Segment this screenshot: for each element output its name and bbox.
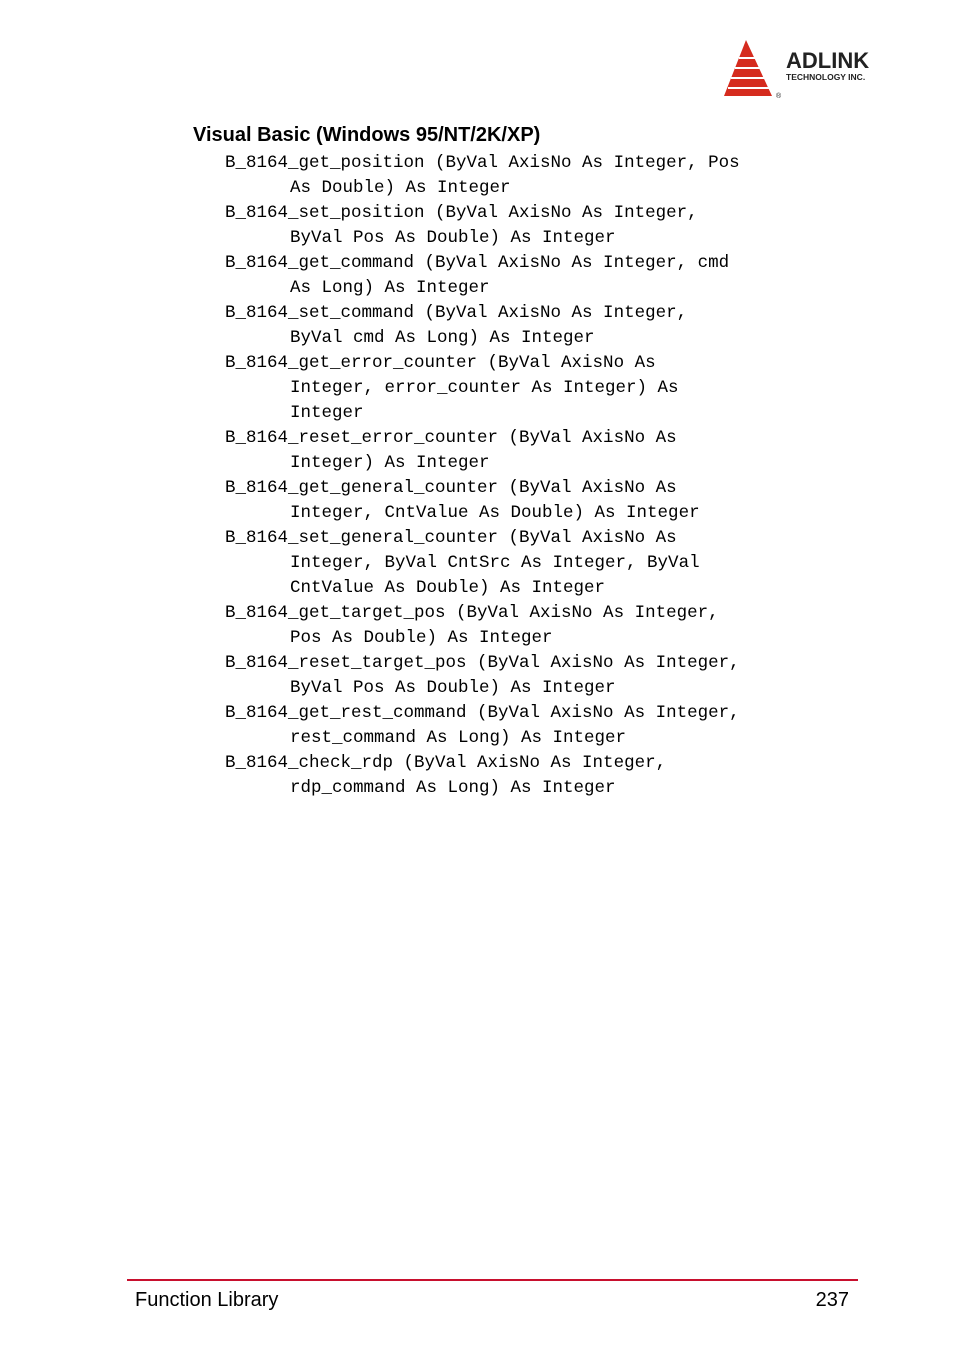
- function-signature-line: B_8164_set_command (ByVal AxisNo As Integer,: [225, 303, 688, 323]
- adlink-logo: [722, 38, 912, 100]
- function-declaration: [225, 426, 845, 476]
- function-signature-line: B_8164_check_rdp (ByVal AxisNo As Integer,: [225, 753, 667, 773]
- function-declaration: [225, 151, 845, 201]
- function-continuation-line: rdp_command As Long) As Integer: [290, 778, 616, 798]
- logo-triangle-icon: [724, 40, 772, 96]
- logo-registered-mark: ®: [776, 93, 782, 100]
- function-signature-line: B_8164_get_error_counter (ByVal AxisNo As: [225, 353, 656, 373]
- function-continuation-line: rest_command As Long) As Integer: [290, 728, 627, 748]
- function-signature-line: B_8164_set_position (ByVal AxisNo As Integer,: [225, 203, 698, 223]
- function-continuation-line: Integer: [290, 403, 364, 423]
- function-continuation-line: Integer) As Integer: [290, 453, 490, 473]
- footer-section-title: Function Library: [135, 1289, 279, 1311]
- function-declaration: [225, 651, 845, 701]
- function-declaration: [225, 351, 845, 426]
- function-signature-line: B_8164_get_rest_command (ByVal AxisNo As Integer,: [225, 703, 740, 723]
- logo-tagline-text: TECHNOLOGY INC.: [786, 72, 866, 82]
- function-signature-line: B_8164_reset_error_counter (ByVal AxisNo As: [225, 428, 677, 448]
- function-signature-line: B_8164_reset_target_pos (ByVal AxisNo As Integer,: [225, 653, 740, 673]
- function-declaration: [225, 701, 845, 751]
- function-signature-line: B_8164_get_command (ByVal AxisNo As Integer, cmd: [225, 253, 730, 273]
- function-signature-line: B_8164_set_general_counter (ByVal AxisNo As: [225, 528, 677, 548]
- function-signature-line: B_8164_get_position (ByVal AxisNo As Integer, Pos: [225, 153, 740, 173]
- function-signature-line: B_8164_get_general_counter (ByVal AxisNo As: [225, 478, 677, 498]
- section-heading: Visual Basic (Windows 95/NT/2K/XP): [193, 124, 541, 146]
- footer-divider: [127, 1279, 858, 1281]
- function-declaration: [225, 251, 845, 301]
- function-continuation-line: Integer, error_counter As Integer) As: [290, 378, 679, 398]
- function-continuation-line: ByVal Pos As Double) As Integer: [290, 678, 616, 698]
- function-continuation-line: ByVal Pos As Double) As Integer: [290, 228, 616, 248]
- function-signature-line: B_8164_get_target_pos (ByVal AxisNo As Integer,: [225, 603, 719, 623]
- function-declaration: [225, 526, 845, 601]
- function-continuation-line: CntValue As Double) As Integer: [290, 578, 606, 598]
- page-number: 237: [815, 1289, 849, 1311]
- function-continuation-line: Integer, ByVal CntSrc As Integer, ByVal: [290, 553, 700, 573]
- function-declaration: [225, 751, 845, 801]
- function-continuation-line: As Double) As Integer: [290, 178, 511, 198]
- function-continuation-line: As Long) As Integer: [290, 278, 490, 298]
- logo-brand-text: ADLINK: [786, 48, 870, 73]
- function-declaration: [225, 201, 845, 251]
- function-continuation-line: Pos As Double) As Integer: [290, 628, 553, 648]
- function-continuation-line: Integer, CntValue As Double) As Integer: [290, 503, 700, 523]
- function-declaration: [225, 476, 845, 526]
- function-declaration: [225, 601, 845, 651]
- function-declaration: [225, 301, 845, 351]
- function-declaration-list: [225, 151, 845, 801]
- function-continuation-line: ByVal cmd As Long) As Integer: [290, 328, 595, 348]
